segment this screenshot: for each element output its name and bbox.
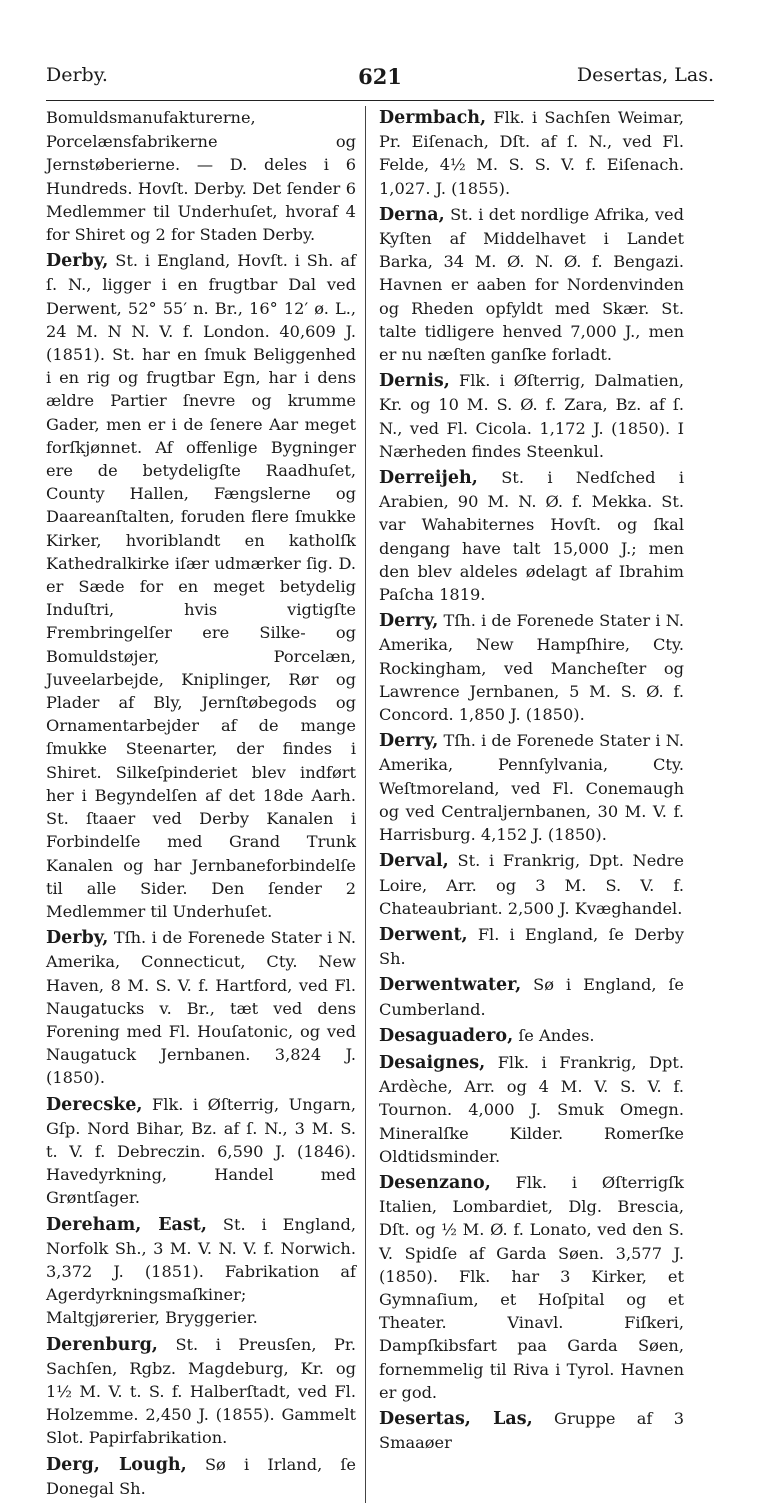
entry-headword: Dernis, xyxy=(379,371,450,392)
entry-text: Flk. i Sachſen Weimar, Pr. Eiſenach, Dſt. af ſ. N., ved Fl. Felde, 4½ M. S. S. V. f. Eiſenach. 1,027. J. (1855). xyxy=(379,108,684,198)
page-number: 621 xyxy=(358,64,402,89)
entry-headword: Derby, xyxy=(46,251,109,272)
entry-headword: Derby, xyxy=(46,928,109,949)
entry xyxy=(46,106,356,246)
header-right-catchword: Desertas, Las. xyxy=(576,64,714,86)
entry-headword: Derry, xyxy=(379,731,439,752)
left-column xyxy=(46,106,365,1503)
entry-text: Fl. i England, ſe Derby Sh. xyxy=(379,924,684,969)
entry-headword: Derwentwater, xyxy=(379,975,522,996)
entry-text: Tſh. i de Forenede Stater i N. Amerika, Pennſylvania, Cty. Weſtmoreland, ved Fl. Conemaugh og ved Centraljernbanen, 30 M. V. f. Harrisburg. 4,152 J. (1850). xyxy=(379,731,684,845)
entry-text: Tſh. i de Forenede Stater i N. Amerika, New Hampſhire, Cty. Rockingham, ved Mancheſter og Lawrence Jernbanen, 5 M. S. Ø. f. Concord. 1,850 J. (1850). xyxy=(379,611,684,725)
entry xyxy=(46,1093,356,1210)
entry-headword: Dermbach, xyxy=(379,108,487,128)
entry xyxy=(379,729,684,846)
entry-headword: Derenburg, xyxy=(46,1334,158,1355)
entry-text: St. i Frankrig, Dpt. Nedre Loire, Arr. og 3 M. S. V. f. Chateaubriant. 2,500 J. Kvæghandel. xyxy=(379,851,684,918)
entry xyxy=(379,923,684,970)
entry-text: St. i Preusſen, Pr. Sachſen, Rgbz. Magdeburg, Kr. og 1½ M. V. t. S. f. Halberſtadt, ved Fl. Holzemme. 2,450 J. (1855). Gammelt Slot. Papirfabrikation. xyxy=(46,1334,356,1448)
entry-headword: Desaguadero, xyxy=(379,1025,514,1046)
entry xyxy=(46,1213,356,1330)
entry-text: St. i Nedſched i Arabien, 90 M. N. Ø. f. Mekka. St. var Wahabiternes Hovſt. og ſkal dengang have talt 15,000 J.; men den blev aldeles ødelagt af Ibrahim Paſcha 1819. xyxy=(379,468,684,605)
entry-text: Flk. i Øſterrig, Ungarn, Gſp. Nord Bihar, Bz. af ſ. N., 3 M. S. t. V. f. Debreczin. 6,590 J. (1846). Havedyrkning, Handel med Grøntſager. xyxy=(46,1094,356,1208)
entry-text: Flk. i Øſterrigſk Italien, Lombardiet, Dlg. Brescia, Dſt. og ½ M. Ø. f. Lonato, ved den S. V. Spidſe af Garda Søen. 3,577 J. (1850). Flk. har 3 Kirker, et Gymnaſium, et Hoſpital og et Theater. Vinavl. Fiſkeri, Dampſkibsfart paa Garda Søen, fornemmelig til Riva i Tyrol. Havnen er god. xyxy=(379,1172,684,1402)
entry xyxy=(379,1171,684,1404)
entry-headword: Desenzano, xyxy=(379,1172,491,1193)
entry-headword: Derwent, xyxy=(379,924,468,945)
running-header xyxy=(46,64,714,96)
entry-headword: Dereham, East, xyxy=(46,1214,207,1235)
entry-headword: Desaignes, xyxy=(379,1052,486,1073)
entry xyxy=(379,1407,684,1454)
entry-text: Flk. i Frankrig, Dpt. Ardèche, Arr. og 4 M. V. S. V. f. Tournon. 4,000 J. Smuk Omegn. Mineralſke Kilder. Romerſke Oldtidsminder. xyxy=(379,1052,684,1166)
entry-headword: Derval, xyxy=(379,851,449,872)
entry xyxy=(379,369,684,463)
entry-headword: Derreijeh, xyxy=(379,468,478,489)
text-columns xyxy=(46,106,714,1503)
entry xyxy=(379,466,684,606)
entry xyxy=(379,609,684,726)
entry xyxy=(379,1051,684,1168)
entry xyxy=(379,106,684,200)
entry xyxy=(379,203,684,366)
entry-text: St. i det nordlige Afrika, ved Kyſten af Middelhavet i Landet Barka, 34 M. Ø. N. Ø. f. Bengazi. Havnen er aaben for Nordenvinden og Rheden opfyldt med Skær. St. talte tidligere henved 7,000 J., men er nu næſten ganſke forladt. xyxy=(379,204,684,365)
entry-text: Flk. i Øſterrig, Dalmatien, Kr. og 10 M. S. Ø. f. Zara, Bz. af ſ. N., ved Fl. Cicola. 1,172 J. (1850). I Nærheden findes Steenkul. xyxy=(379,371,685,461)
entry-text: Tſh. i de Forenede Stater i N. Amerika, Connecticut, Cty. New Haven, 8 M. S. V. f. Hartford, ved Fl. Naugatucks v. Br., tæt ved dens Forening med Fl. Houſatonic, og ved Naugatuck Jernbanen. 3,824 J. (1850). xyxy=(46,928,356,1088)
entry xyxy=(46,1333,356,1450)
entry xyxy=(46,249,356,923)
entry-text: St. i England, Norfolk Sh., 3 M. V. N. V. f. Norwich. 3,372 J. (1851). Fabrikation af Agerdyrkningsmaſkiner; Maltgjørerier, Bryggerier. xyxy=(46,1214,356,1328)
entry-headword: Derry, xyxy=(379,611,439,632)
entry-headword: Desertas, Las, xyxy=(379,1408,533,1429)
entry-text: Sø i England, ſe Cumberland. xyxy=(379,975,684,1019)
entry xyxy=(46,926,356,1089)
entry-text: St. i England, Hovſt. i Sh. af ſ. N., ligger i en frugtbar Dal ved Derwent, 52° 55′ n. Br., 16° 12′ ø. L., 24 M. N N. V. f. London. 40,609 J. (1851). St. har en ſmuk Beliggenhed i en rig og frugtbar Egn, har i dens ældre Partier ſnevre og krumme Gader, men er i de ſenere Aar meget forſkjønnet. Af offenlige Bygninger ere de betydeligſte Raadhuſet, County Hallen, Fængslerne og Daareanſtalten, foruden flere ſmukke Kirker, hvoriblandt en katholſk Kathedralkirke iſær udmærker ſig. D. er Sæde for en meget betydelig Induſtri, hvis vigtigſte Frembringelſer ere Silke- og Bomuldstøjer, Porcelæn, Juveelarbejde, Kniplinger, Rør og Plader af Bly, Jernſtøbegods og Ornamentarbejder af de mange ſmukke Steenarter, der findes i Shiret. Silkeſpinderiet blev indført her i Begyndelſen af det 18de Aarh. St. ſtaaer ved Derby Kanalen i Forbindelſe med Grand Trunk Kanalen og har Jernbaneforbindelſe til alle Sider. Den ſender 2 Medlemmer til Underhuſet. xyxy=(46,251,356,921)
entry-headword: Derg, Lough, xyxy=(46,1454,187,1475)
entry-text: Gruppe af 3 Smaaøer xyxy=(379,1408,684,1453)
entry-headword: Derna, xyxy=(379,204,445,225)
header-rule xyxy=(46,100,714,101)
entry xyxy=(379,1024,684,1048)
entry-text: Sø i Irland, ſe Donegal Sh. xyxy=(46,1454,356,1498)
header-left-catchword: Derby. xyxy=(46,64,108,86)
entry xyxy=(379,849,684,920)
entry-headword: Derecske, xyxy=(46,1094,143,1115)
right-column xyxy=(365,106,684,1503)
entry-text: Bomuldsmanufakturerne, Porcelænsfabrikerne og Jernstøberierne. — D. deles i 6 Hundreds. Hovſt. Derby. Det ſender 6 Medlemmer til Underhuſet, hvoraf 4 for Shiret og 2 for Staden Derby. xyxy=(46,108,356,245)
entry xyxy=(379,973,684,1020)
entry xyxy=(46,1453,356,1500)
entry-text: ſe Andes. xyxy=(518,1025,595,1045)
